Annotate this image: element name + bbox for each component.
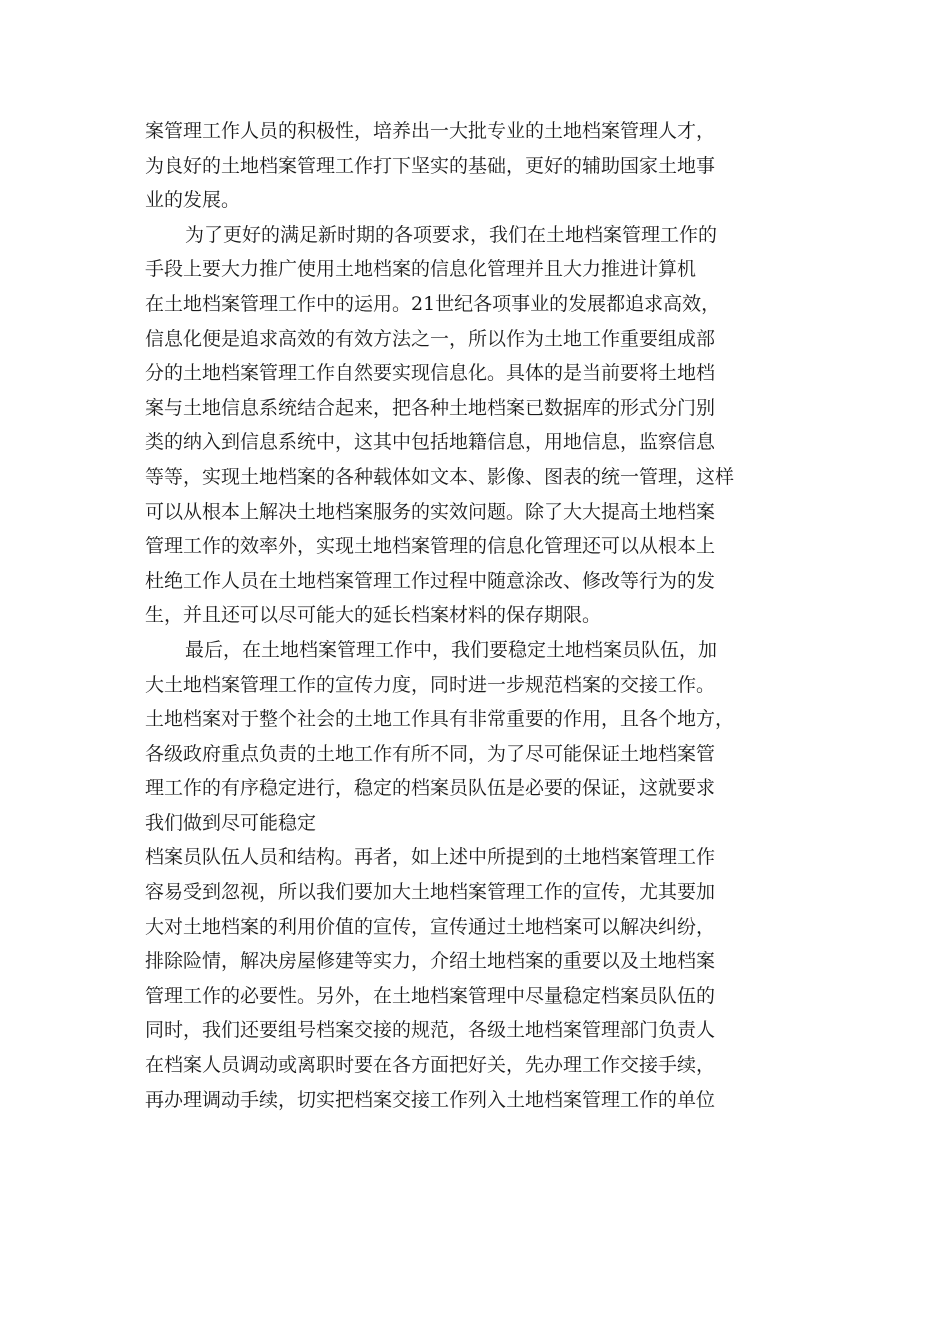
text-line: 可以从根本上解决土地档案服务的实效问题。除了大大提高土地档案 [145, 500, 716, 523]
text-line: 生，并且还可以尽可能大的延长档案材料的保存期限。 [145, 604, 602, 627]
text-line: 大对土地档案的利用价值的宣传，宣传通过土地档案可以解决纠纷， [145, 915, 716, 938]
body-text [145, 114, 825, 1117]
text-line: 档案员队伍人员和结构。再者，如上述中所提到的土地档案管理工作 [145, 846, 716, 869]
text-line: 业的发展。 [145, 189, 241, 212]
text-line: 管理工作的必要性。另外，在土地档案管理中尽量稳定档案员队伍的 [145, 984, 716, 1007]
text-line: 信息化便是追求高效的有效方法之一，所以作为土地工作重要组成部 [145, 327, 716, 350]
text-line: 排除险情，解决房屋修建等实力，介绍土地档案的重要以及土地档案 [145, 950, 716, 973]
text-line: 各级政府重点负责的土地工作有所不同，为了尽可能保证土地档案管 [145, 742, 716, 765]
text-line: 在档案人员调动或离职时要在各方面把好关，先办理工作交接手续， [145, 1054, 716, 1077]
paragraph-start-line: 最后，在土地档案管理工作中，我们要稳定土地档案员队伍，加 [185, 638, 718, 661]
text-line: 类的纳入到信息系统中，这其中包括地籍信息，用地信息，监察信息 [145, 431, 716, 454]
text-line: 等等，实现土地档案的各种载体如文本、影像、图表的统一管理，这样 [145, 465, 735, 488]
text-line: 再办理调动手续，切实把档案交接工作列入土地档案管理工作的单位 [145, 1088, 716, 1111]
text-line: 案管理工作人员的积极性，培养出一大批专业的土地档案管理人才， [145, 120, 716, 142]
paragraph-start-line: 为了更好的满足新时期的各项要求，我们在土地档案管理工作的 [185, 223, 718, 246]
text-line: 手段上要大力推广使用土地档案的信息化管理并且大力推进计算机 [145, 258, 697, 281]
text-line: 在土地档案管理工作中的运用。21世纪各项事业的发展都追求高效， [145, 292, 721, 315]
text-line: 容易受到忽视，所以我们要加大土地档案管理工作的宣传，尤其要加 [145, 881, 716, 904]
text-line: 同时，我们还要组号档案交接的规范，各级土地档案管理部门负责人 [145, 1019, 716, 1042]
text-line: 分的土地档案管理工作自然要实现信息化。具体的是当前要将土地档 [145, 362, 716, 385]
text-line: 案与土地信息系统结合起来，把各种土地档案已数据库的形式分门别 [145, 396, 716, 419]
text-line: 理工作的有序稳定进行，稳定的档案员队伍是必要的保证，这就要求 [145, 777, 716, 800]
text-line: 管理工作的效率外，实现土地档案管理的信息化管理还可以从根本上 [145, 535, 716, 558]
text-line: 大土地档案管理工作的宣传力度，同时进一步规范档案的交接工作。 [145, 673, 716, 696]
text-line: 我们做到尽可能稳定 [145, 811, 317, 834]
text-line: 杜绝工作人员在土地档案管理工作过程中随意涂改、修改等行为的发 [145, 569, 716, 592]
text-line: 土地档案对于整个社会的土地工作具有非常重要的作用，且各个地方， [145, 708, 735, 731]
text-line: 为良好的土地档案管理工作打下坚实的基础，更好的辅助国家土地事 [145, 154, 716, 177]
